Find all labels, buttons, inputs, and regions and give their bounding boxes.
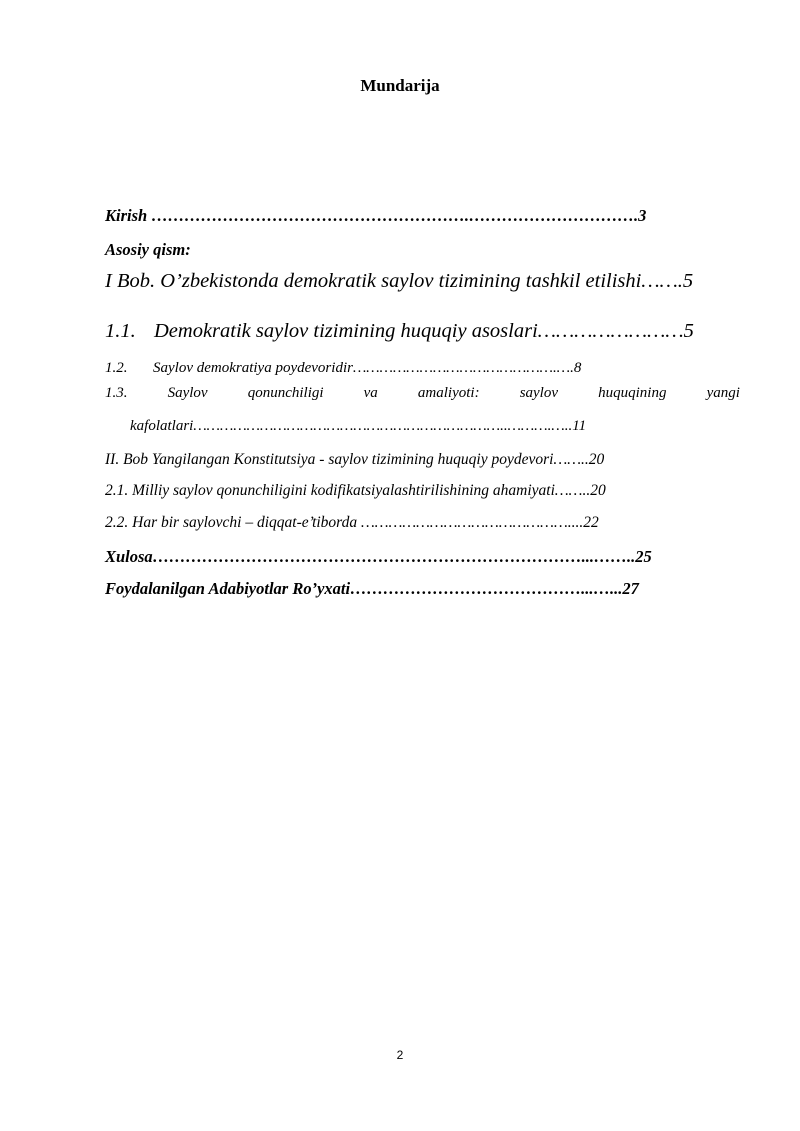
section-title: Saylov demokratiya poydevoridir……………………………………….….8 — [153, 360, 582, 376]
section-number: 1.2. — [105, 360, 128, 376]
toc-word: 1.3. — [105, 385, 128, 401]
toc-heading-asosiy: Asosiy qism: — [105, 240, 191, 259]
toc-entry-1-1 — [105, 320, 694, 343]
toc-word: va — [363, 385, 378, 401]
toc-word: Saylov — [167, 385, 208, 401]
toc-word: qonunchiligi — [247, 385, 324, 401]
section-number: 1.1. — [105, 320, 136, 342]
toc-word: saylov — [519, 385, 559, 401]
toc-entry-chapter-1: I Bob. O’zbekistonda demokratik saylov tizimining tashkil etilishi…….5 — [105, 270, 694, 292]
page-number: 2 — [396, 1048, 404, 1062]
toc-entry-1-3-continuation: kafolatlari……………………………………………………………..……….…..11 — [130, 418, 587, 434]
toc-entry-2-2: 2.2. Har bir saylovchi – diqqat-e’tiborda ………………………………………....22 — [105, 514, 599, 531]
page-title: Mundarija — [360, 76, 440, 95]
toc-word: yangi — [706, 385, 740, 401]
toc-entry-foydalanilgan: Foydalanilgan Adabiyotlar Ro’yxati……………………………………...…...27 — [105, 579, 639, 598]
toc-entry-1-3 — [105, 385, 740, 402]
section-title: Demokratik saylov tizimining huquqiy asoslari……………………5 — [154, 320, 694, 342]
toc-entry-chapter-2: II. Bob Yangilangan Konstitutsiya - saylov tizimining huquqiy poydevori……..20 — [105, 451, 605, 468]
toc-entry-1-2 — [105, 360, 581, 377]
toc-entry-xulosa: Xulosa……………………………………………………………………...……..25 — [105, 547, 652, 566]
toc-word: huquqining — [598, 385, 667, 401]
toc-entry-kirish: Kirish ………………………………………………….………………………….3 — [105, 206, 647, 225]
toc-word: amaliyoti: — [417, 385, 480, 401]
toc-entry-2-1: 2.1. Milliy saylov qonunchiligini kodifikatsiyalashtirilishining ahamiyati……..20 — [105, 482, 606, 499]
